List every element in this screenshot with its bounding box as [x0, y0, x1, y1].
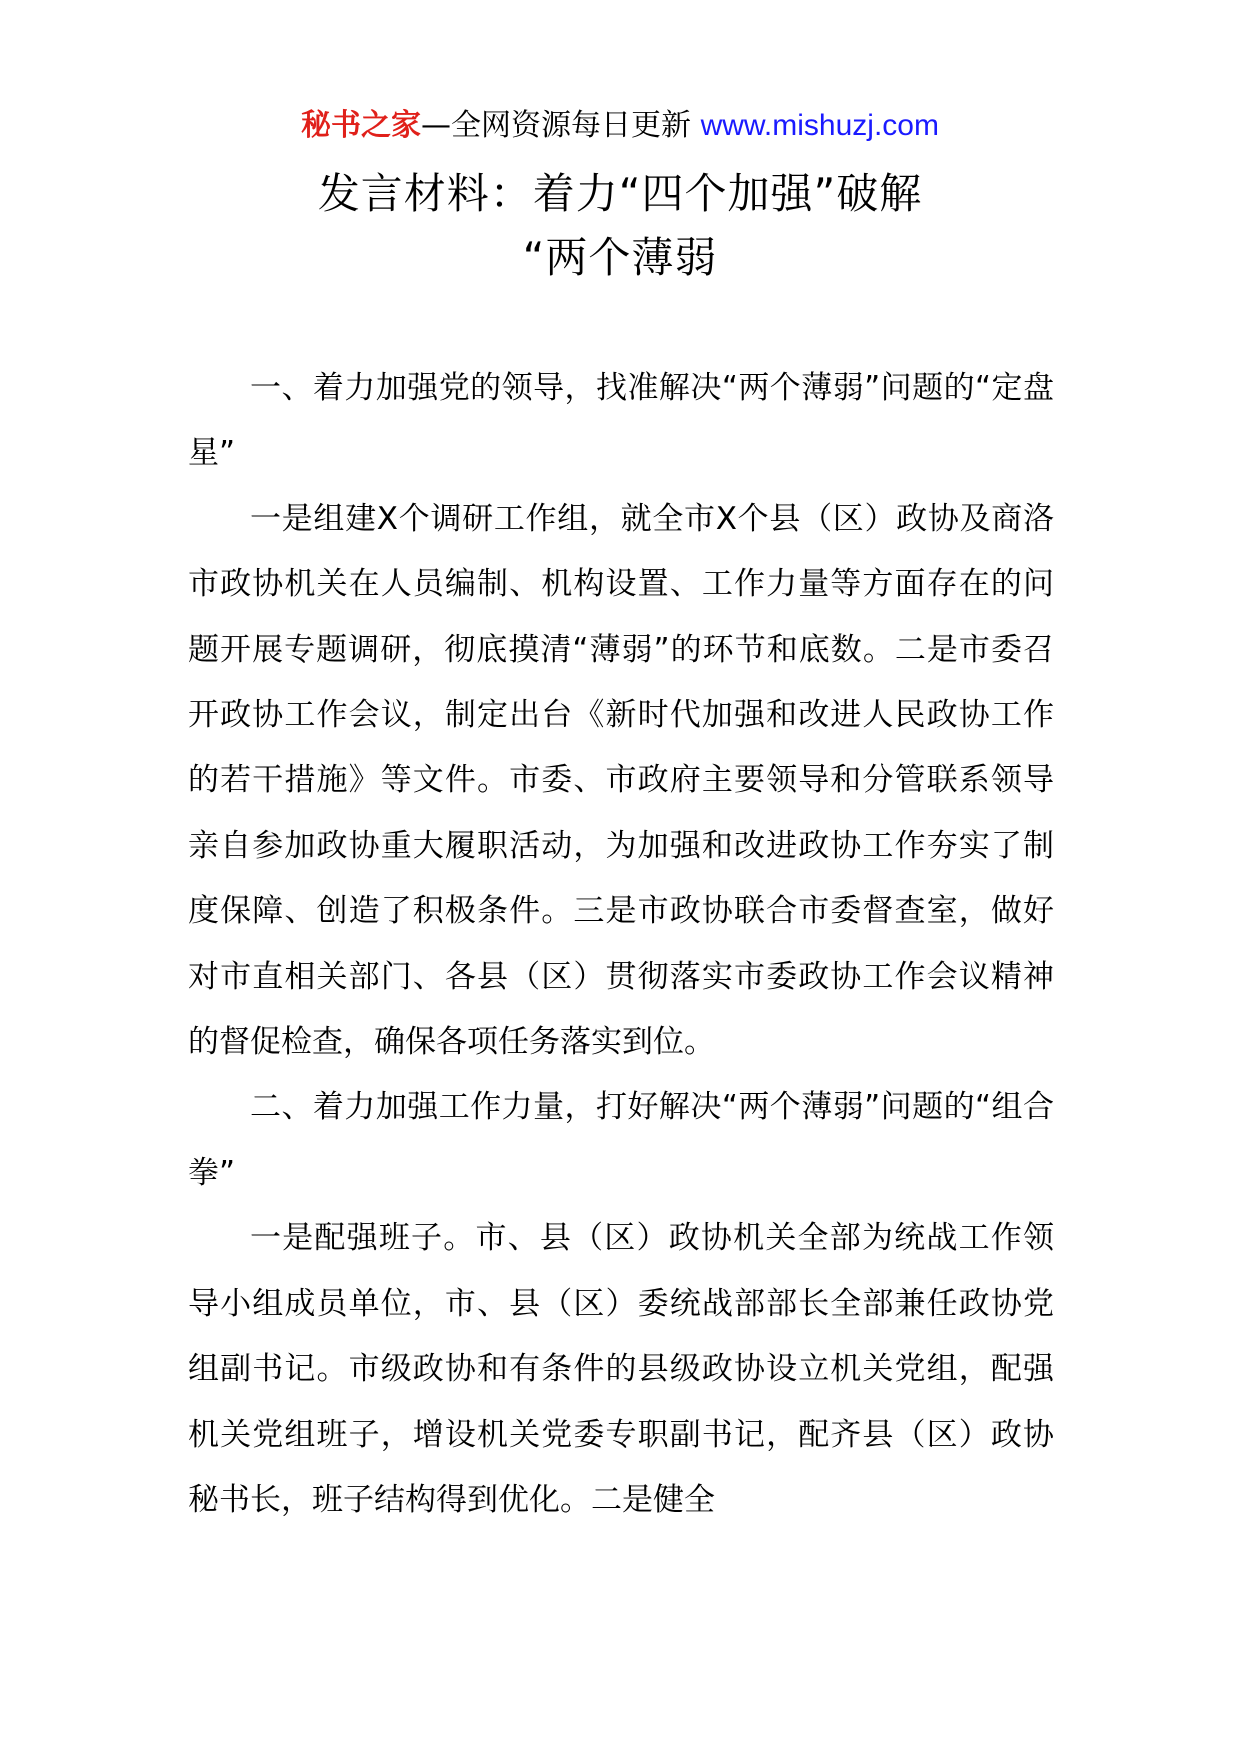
body-paragraph-1: 一是组建X个调研工作组，就全市X个县（区）政协及商洛市政协机关在人员编制、机构设置、工作力量等方面存在的问题开展专题调研，彻底摸清“薄弱”的环节和底数。二是市委召开政协工作会议，制定出台《新时代加强和改进人民政协工作的若干措施》等文件。市委、市政府主要领导和分管联系领导亲自参加政协重大履职活动，为加强和改进政协工作夯实了制度保障、创造了积极条件。三是市政协联合市委督查室，做好对市直相关部门、各县（区）贯彻落实市委政协工作会议精神的督促检查，确保各项任务落实到位。	[188, 500, 1054, 1061]
banner-tagline: —全网资源每日更新	[421, 108, 701, 143]
banner-brand: 秘书之家	[301, 108, 422, 143]
document-body	[188, 356, 1054, 1533]
document-title	[0, 162, 1240, 290]
section-heading-2: 二、着力加强工作力量，打好解决“两个薄弱”问题的“组合拳”	[188, 1089, 1054, 1191]
title-line-1: 发言材料：着力“四个加强”破解	[317, 169, 923, 218]
banner-url-link[interactable]: www.mishuzj.com	[700, 109, 939, 142]
section-heading-1: 一、着力加强党的领导，找准解决“两个薄弱”问题的“定盘星”	[188, 370, 1054, 472]
site-banner	[0, 104, 1240, 148]
body-paragraph-2: 一是配强班子。市、县（区）政协机关全部为统战工作领导小组成员单位，市、县（区）委统战部部长全部兼任政协党组副书记。市级政协和有条件的县级政协设立机关党组，配强机关党组班子，增设机关党委专职副书记，配齐县（区）政协秘书长，班子结构得到优化。二是健全	[188, 1220, 1054, 1518]
title-line-2: “两个薄弱	[522, 233, 718, 282]
